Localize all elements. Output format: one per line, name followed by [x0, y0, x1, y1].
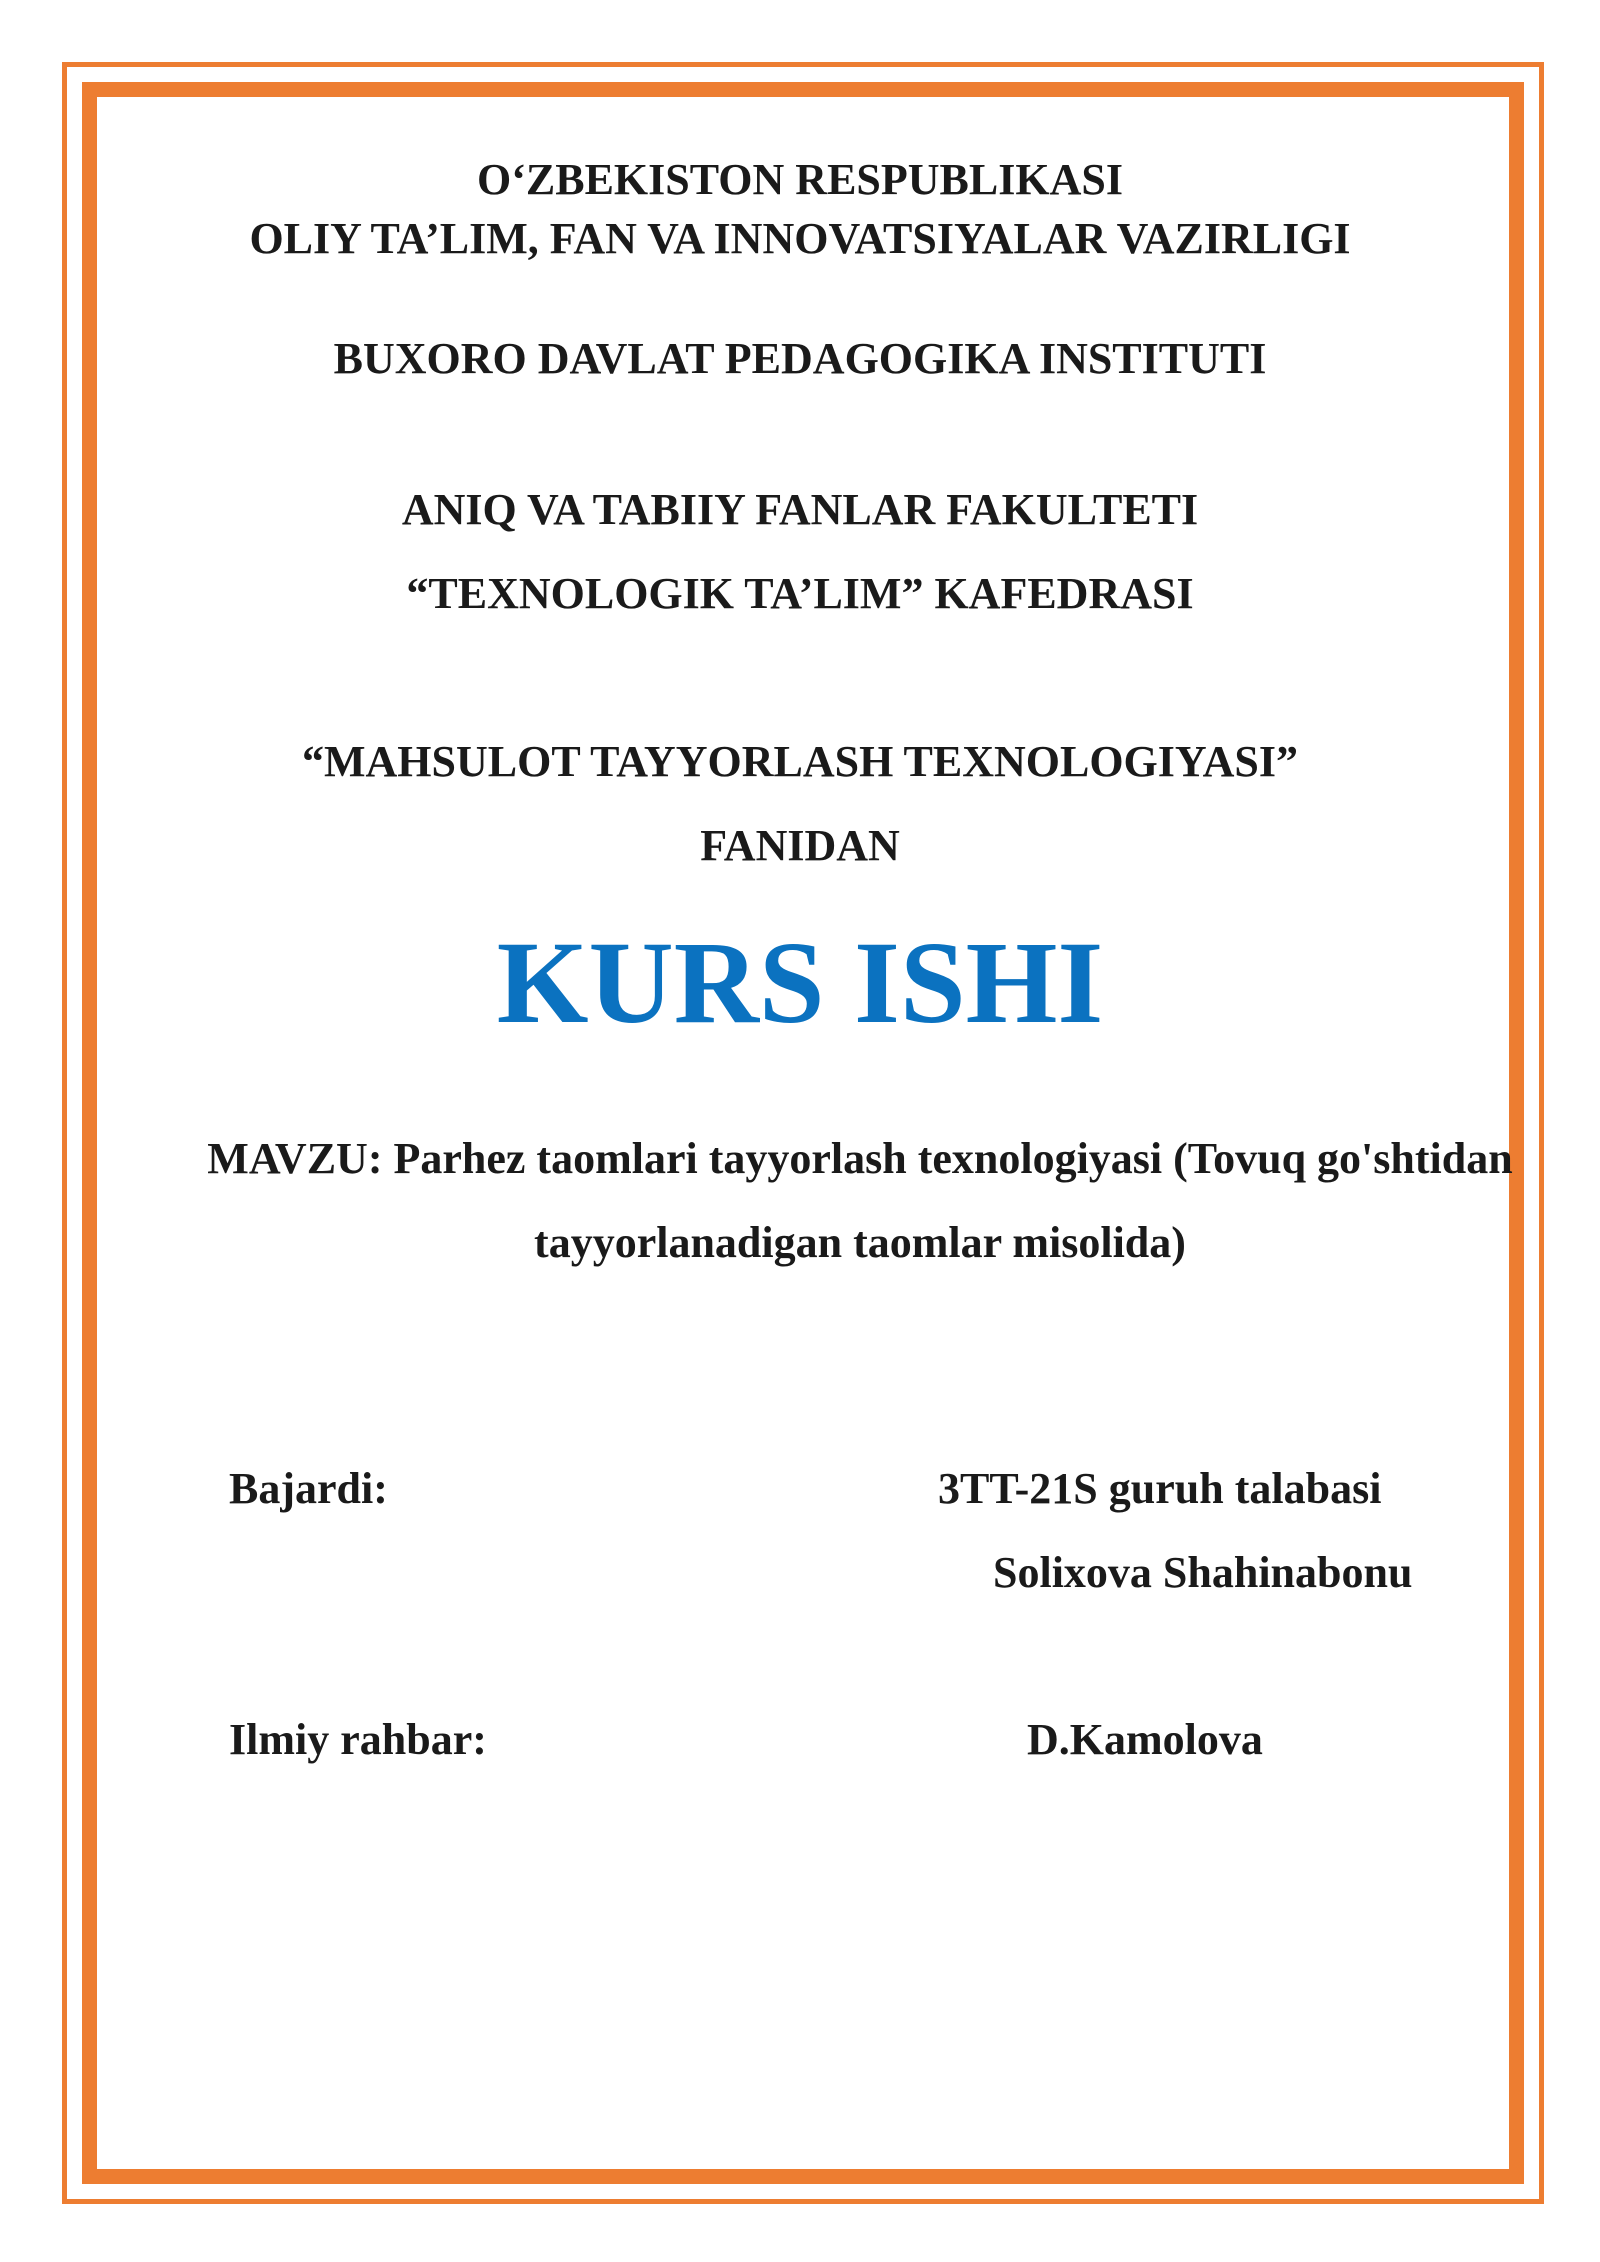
supervisor-name: D.Kamolova [1027, 1715, 1263, 1764]
performer-label: Bajardi: [229, 1464, 388, 1513]
subject-suffix: FANIDAN [700, 821, 900, 870]
republic-heading: O‘ZBEKISTON RESPUBLIKASI [477, 155, 1123, 204]
department-heading: “TEXNOLOGIK TA’LIM” KAFEDRASI [406, 569, 1194, 618]
supervisor-label: Ilmiy rahbar: [229, 1715, 487, 1764]
performer-name: Solixova Shahinabonu [993, 1548, 1413, 1597]
institute-heading: BUXORO DAVLAT PEDAGOGIKA INSTITUTI [333, 334, 1267, 383]
topic-text: MAVZU: Parhez taomlari tayyorlash texnologiyasi (Tovuq go'shtidan tayyorlanadigan taomlar misolida) [207, 1134, 1513, 1267]
document-title: KURS ISHI [496, 917, 1104, 1048]
performer-group: 3TT-21S guruh talabasi [938, 1464, 1382, 1513]
faculty-heading: ANIQ VA TABIIY FANLAR FAKULTETI [401, 485, 1199, 534]
subject-name: “MAHSULOT TAYYORLASH TEXNOLOGIYASI” [302, 737, 1298, 786]
ministry-heading: OLIY TA’LIM, FAN VA INNOVATSIYALAR VAZIRLIGI [249, 214, 1351, 263]
